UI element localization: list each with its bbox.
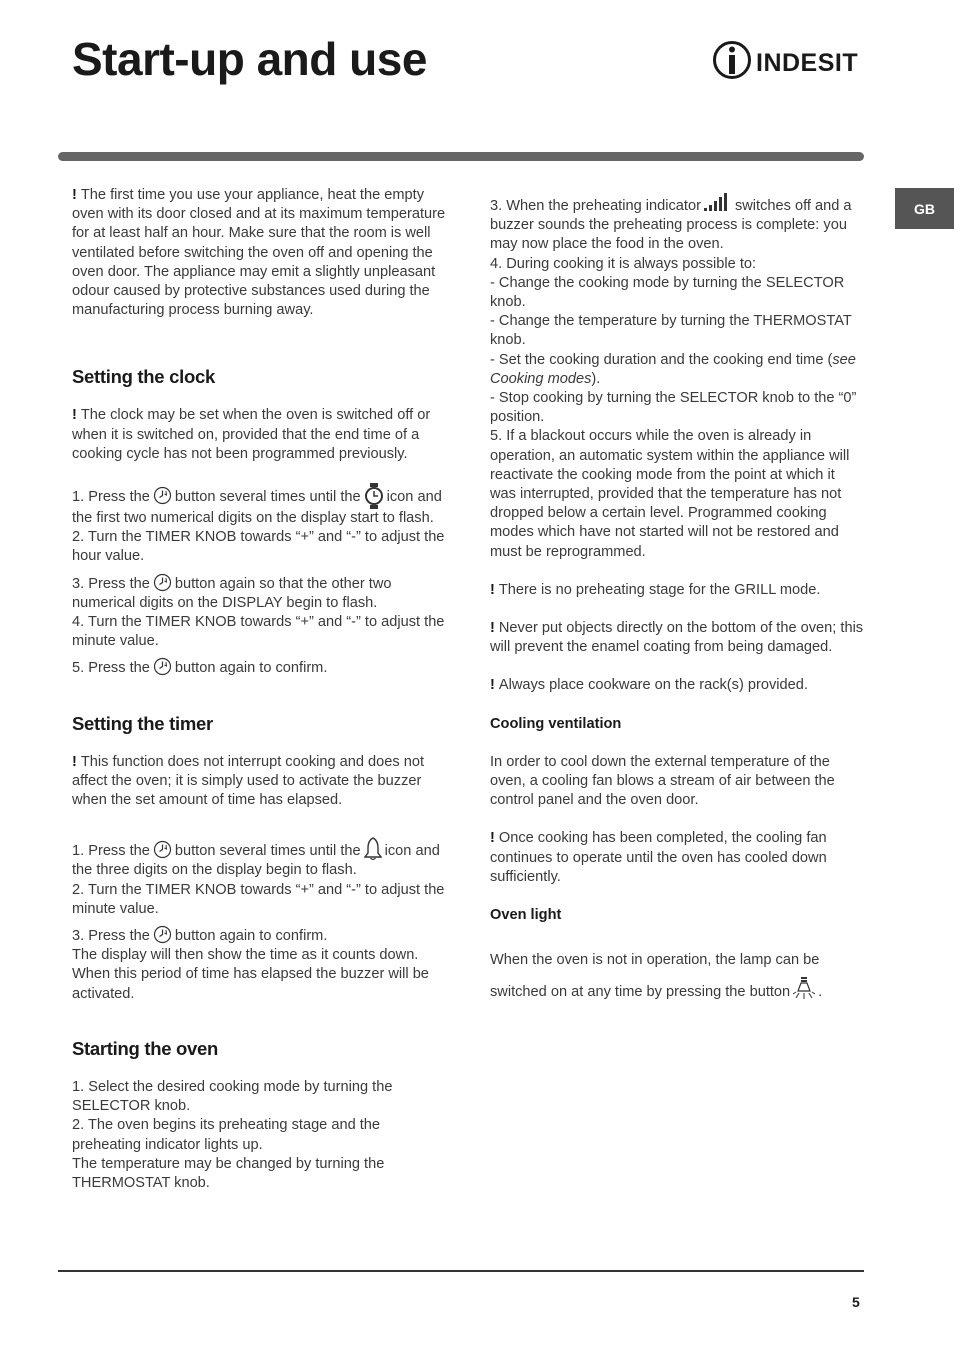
watch-icon [364, 483, 384, 509]
warning-mark: ! [490, 581, 495, 598]
oven-light-text: When the oven is not in operation, the lamp can be switched on at any time by pressing the button . [490, 952, 823, 1001]
indesit-logo [712, 38, 864, 82]
warning-mark: ! [490, 830, 495, 847]
preheat-step-3: 3. When the preheating indicator switches off and a buzzer sounds the preheating process is complete: you may now place the food in the oven. [490, 192, 864, 255]
start-step-2: 2. The oven begins its preheating stage and the preheating indicator lights up. [72, 1117, 381, 1153]
warning-mark: ! [490, 677, 495, 694]
warning-mark: ! [72, 187, 77, 203]
timer-step-2: 2. Turn the TIMER KNOB towards “+” and “-” to adjust the minute value. [72, 881, 445, 917]
cooking-option-mode: - Change the cooking mode by turning the SELECTOR knob. [490, 274, 845, 311]
clock-step-1: 1. Press the button several times until the icon and the first two numerical digits on the display start to flash. [72, 483, 447, 528]
clock-button-icon [153, 573, 172, 592]
cooling-heading: Cooling ventilation [490, 715, 622, 732]
bottom-note: ! Never put objects directly on the bottom of the oven; this will prevent the enamel coating from being damaged. [490, 620, 864, 656]
oven-light-heading: Oven light [490, 907, 562, 924]
clock-button-icon [153, 486, 172, 505]
left-column [72, 186, 447, 1193]
bell-icon [364, 837, 382, 861]
clock-step-5: 5. Press the button again to confirm. [72, 657, 447, 678]
timer-heading: Setting the timer [72, 712, 213, 734]
right-column [490, 192, 864, 1008]
warning-mark: ! [490, 620, 495, 637]
clock-note: ! The clock may be set when the oven is switched off or when it is switched on, provided that the end time of a cooking cycle has not been programmed previously. [72, 407, 431, 462]
clock-button-icon [153, 925, 172, 944]
cookware-note: ! Always place cookware on the rack(s) provided. [490, 677, 808, 694]
start-step-1: 1. Select the desired cooking mode by turning the SELECTOR knob. [72, 1078, 393, 1115]
start-step-3: The temperature may be changed by turning the THERMOSTAT knob. [72, 1155, 385, 1191]
top-divider [58, 152, 864, 161]
clock-button-icon [153, 840, 172, 859]
language-badge: GB [895, 188, 954, 229]
timer-step-1: 1. Press the button several times until the icon and the three digits on the display begin to flash. [72, 837, 447, 880]
cooking-modes-reference: see Cooking modes [490, 351, 856, 387]
clock-button-icon [153, 657, 172, 676]
intro-note: ! The first time you use your appliance, heat the empty oven with its door closed and at its maximum temperature for at least half an hour. Make sure that the room is well ventilated before switching the oven off and opening the oven door. The appliance may emit a slightly unpleasant odour caused by protective substances used during the manufacturing process burning away. [72, 187, 446, 319]
cooking-option-duration: - Set the cooking duration and the cooking end time (see Cooking modes). [490, 351, 856, 387]
lamp-icon [793, 976, 815, 1000]
brand-text: INDESIT [756, 49, 859, 77]
cooking-option-stop: - Stop cooking by turning the SELECTOR knob to the “0” position. [490, 390, 857, 426]
cooking-step-4: 4. During cooking it is always possible to: [490, 255, 757, 272]
page-number: 5 [852, 1294, 860, 1310]
cooling-note: ! Once cooking has been completed, the cooling fan continues to operate until the oven has cooled down sufficiently. [490, 830, 827, 885]
timer-step-3-detail: The display will then show the time as it counts down. When this period of time has elapsed the buzzer will be activated. [72, 947, 429, 1002]
timer-step-3: 3. Press the button again to confirm. [72, 925, 447, 946]
page-title: Start-up and use [72, 33, 427, 85]
clock-step-3: 3. Press the button again so that the other two numerical digits on the DISPLAY begin to flash. [72, 573, 447, 613]
cooking-option-temp: - Change the temperature by turning the THERMOSTAT knob. [490, 313, 852, 349]
preheating-indicator-icon [704, 192, 732, 212]
clock-step-4: 4. Turn the TIMER KNOB towards “+” and “-” to adjust the minute value. [72, 614, 445, 650]
warning-mark: ! [72, 753, 77, 770]
grill-note: ! There is no preheating stage for the GRILL mode. [490, 581, 821, 598]
clock-step-2: 2. Turn the TIMER KNOB towards “+” and “-” to adjust the hour value. [72, 529, 445, 565]
bottom-divider [58, 1270, 864, 1272]
timer-note: ! This function does not interrupt cooking and does not affect the oven; it is simply used to activate the buzzer when the set amount of time has elapsed. [72, 753, 425, 809]
start-heading: Starting the oven [72, 1037, 218, 1059]
clock-heading: Setting the clock [72, 366, 215, 388]
cooling-text: In order to cool down the external temperature of the oven, a cooling fan blows a stream of air between the control panel and the oven door. [490, 753, 835, 809]
warning-mark: ! [72, 407, 77, 424]
blackout-step-5: 5. If a blackout occurs while the oven is already in operation, an automatic system within the appliance will reactivate the cooking mode from the point at which it was interrupted, provided that the temperature has not dropped below a certain level. Programmed cooking modes which have not started will not be restored and must be reprogrammed. [490, 428, 850, 560]
